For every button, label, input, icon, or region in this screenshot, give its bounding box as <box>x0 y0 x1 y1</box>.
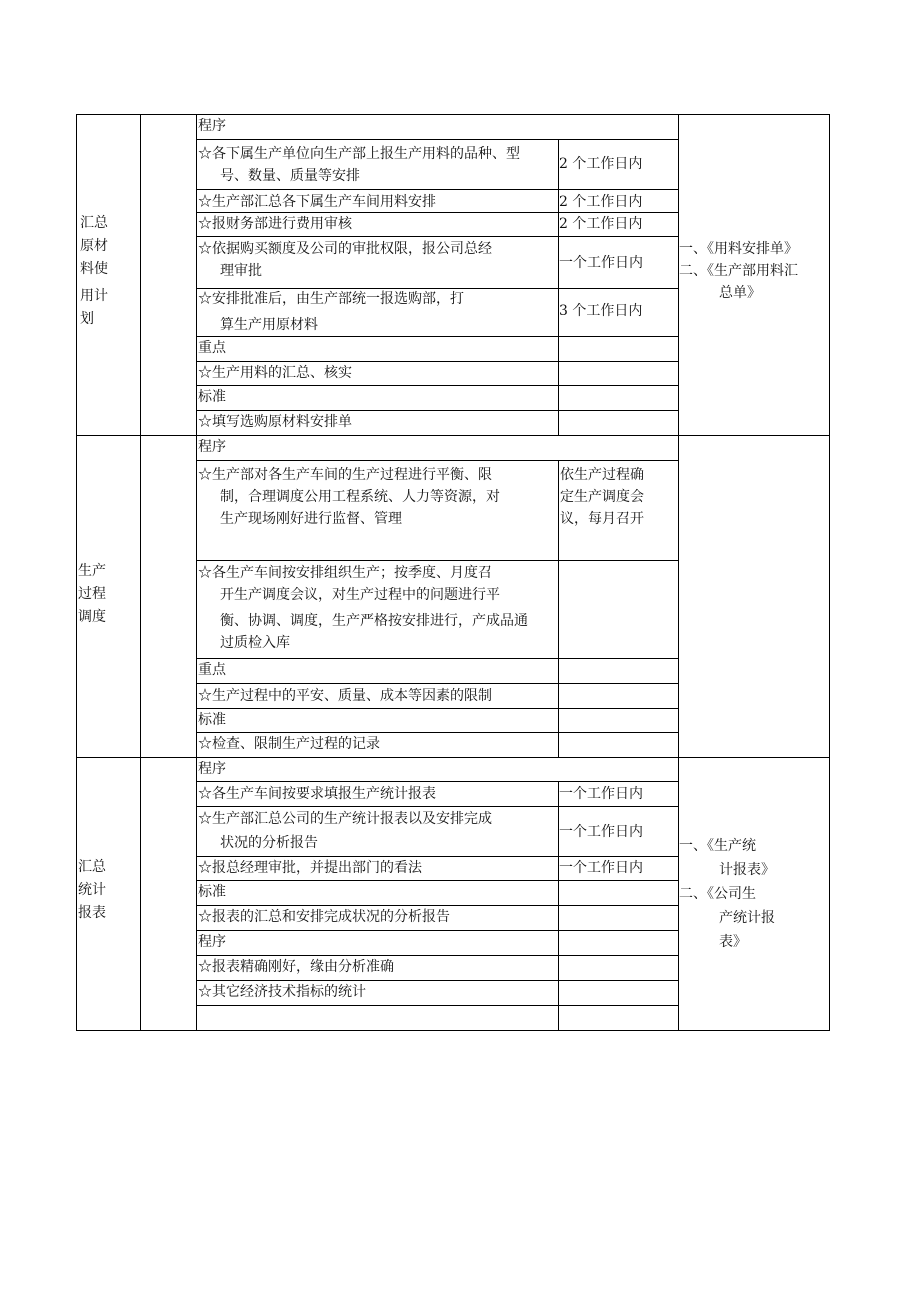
extra-item: ☆其它经济技术指标的统计 <box>198 984 366 1000</box>
row-divider <box>196 781 679 782</box>
section-title: 生产 过程 调度 <box>78 563 106 625</box>
procedure-step: ☆各下属生产单位向生产部上报生产用料的品种、型 号、数量、质量等安排 <box>198 146 520 184</box>
row-divider <box>196 336 679 337</box>
key-label: 重点 <box>198 662 226 678</box>
row-divider <box>196 236 679 237</box>
procedure-label: 程序 <box>198 118 226 134</box>
section-title: 汇总 统计 报表 <box>78 859 106 921</box>
standard-item: ☆检查、限制生产过程的记录 <box>198 736 380 752</box>
row-divider <box>76 435 830 436</box>
row-divider <box>196 658 679 659</box>
key-label: 重点 <box>198 340 226 356</box>
table-border-left <box>76 114 77 1031</box>
standard-label: 标准 <box>198 389 226 405</box>
time-limit: 3 个工作日内 <box>559 303 643 319</box>
row-divider <box>76 1030 830 1031</box>
row-divider <box>196 385 679 386</box>
column-divider <box>196 114 197 1031</box>
row-divider <box>196 139 679 140</box>
row-divider <box>196 560 679 561</box>
key-point: ☆生产用料的汇总、核实 <box>198 365 352 381</box>
procedure-label: 程序 <box>198 934 226 950</box>
column-divider <box>558 781 559 1031</box>
time-limit: 2 个工作日内 <box>559 194 643 210</box>
standard-label: 标准 <box>198 712 226 728</box>
column-divider <box>558 460 559 757</box>
procedure-step: ☆依据购买额度及公司的审批权限，报公司总经 理审批 <box>198 241 492 279</box>
section-title: 汇总 原材 料使 用计 划 <box>80 215 108 327</box>
standard-item: ☆填写选购原材料安排单 <box>198 414 352 430</box>
column-divider <box>140 114 141 1031</box>
time-limit: 一个工作日内 <box>559 786 643 802</box>
time-limit: 2 个工作日内 <box>559 156 643 172</box>
procedure-label: 程序 <box>198 761 226 777</box>
time-limit: 一个工作日内 <box>559 860 643 876</box>
time-limit: 依生产过程确 定生产调度会 议，每月召开 <box>560 467 644 527</box>
related-documents: 一、《用料安排单》 二、《生产部用料汇 总单》 <box>679 241 798 301</box>
procedure-step: ☆安排批准后，由生产部统一报选购部，打 算生产用原材料 <box>198 291 464 333</box>
row-divider <box>196 189 679 190</box>
row-divider <box>196 930 679 931</box>
column-divider <box>558 139 559 435</box>
row-divider <box>196 806 679 807</box>
time-limit: 2 个工作日内 <box>559 216 643 232</box>
procedure-step: ☆生产部汇总公司的生产统计报表以及安排完成 状况的分析报告 <box>198 811 492 851</box>
procedure-step: ☆各生产车间按安排组织生产；按季度、月度召 开生产调度会议，对生产过程中的问题进行平 衡、协调、调度，生产严格按安排进行，产成品通 过质检入库 <box>198 565 528 651</box>
procedure-step: ☆报财务部进行费用审核 <box>198 216 352 232</box>
row-divider <box>196 460 679 461</box>
procedure-step: ☆生产部对各生产车间的生产过程进行平衡、限 制，合理调度公用工程系统、人力等资源，对 生产现场刚好进行监督、管理 <box>198 467 500 527</box>
procedure-step: ☆各生产车间按要求填报生产统计报表 <box>198 786 436 802</box>
time-limit: 一个工作日内 <box>559 824 643 840</box>
procedure-step: ☆生产部汇总各下属生产车间用料安排 <box>198 194 436 210</box>
row-divider <box>196 708 679 709</box>
standard-label: 标准 <box>198 884 226 900</box>
key-point: ☆生产过程中的平安、质量、成本等因素的限制 <box>198 688 492 704</box>
row-divider <box>76 757 830 758</box>
row-divider <box>76 114 830 115</box>
time-limit: 一个工作日内 <box>559 255 643 271</box>
table-border-right <box>829 114 830 1031</box>
procedure-label: 程序 <box>198 439 226 455</box>
extra-item: ☆报表精确刚好，缘由分析准确 <box>198 959 394 975</box>
row-divider <box>196 683 679 684</box>
related-documents: 一、《生产统 计报表》 二、《公司生 产统计报 表》 <box>679 838 775 950</box>
procedure-step: ☆报总经理审批，并提出部门的看法 <box>198 860 422 876</box>
standard-item: ☆报表的汇总和安排完成状况的分析报告 <box>198 909 450 925</box>
row-divider <box>196 880 679 881</box>
row-divider <box>196 1005 679 1006</box>
